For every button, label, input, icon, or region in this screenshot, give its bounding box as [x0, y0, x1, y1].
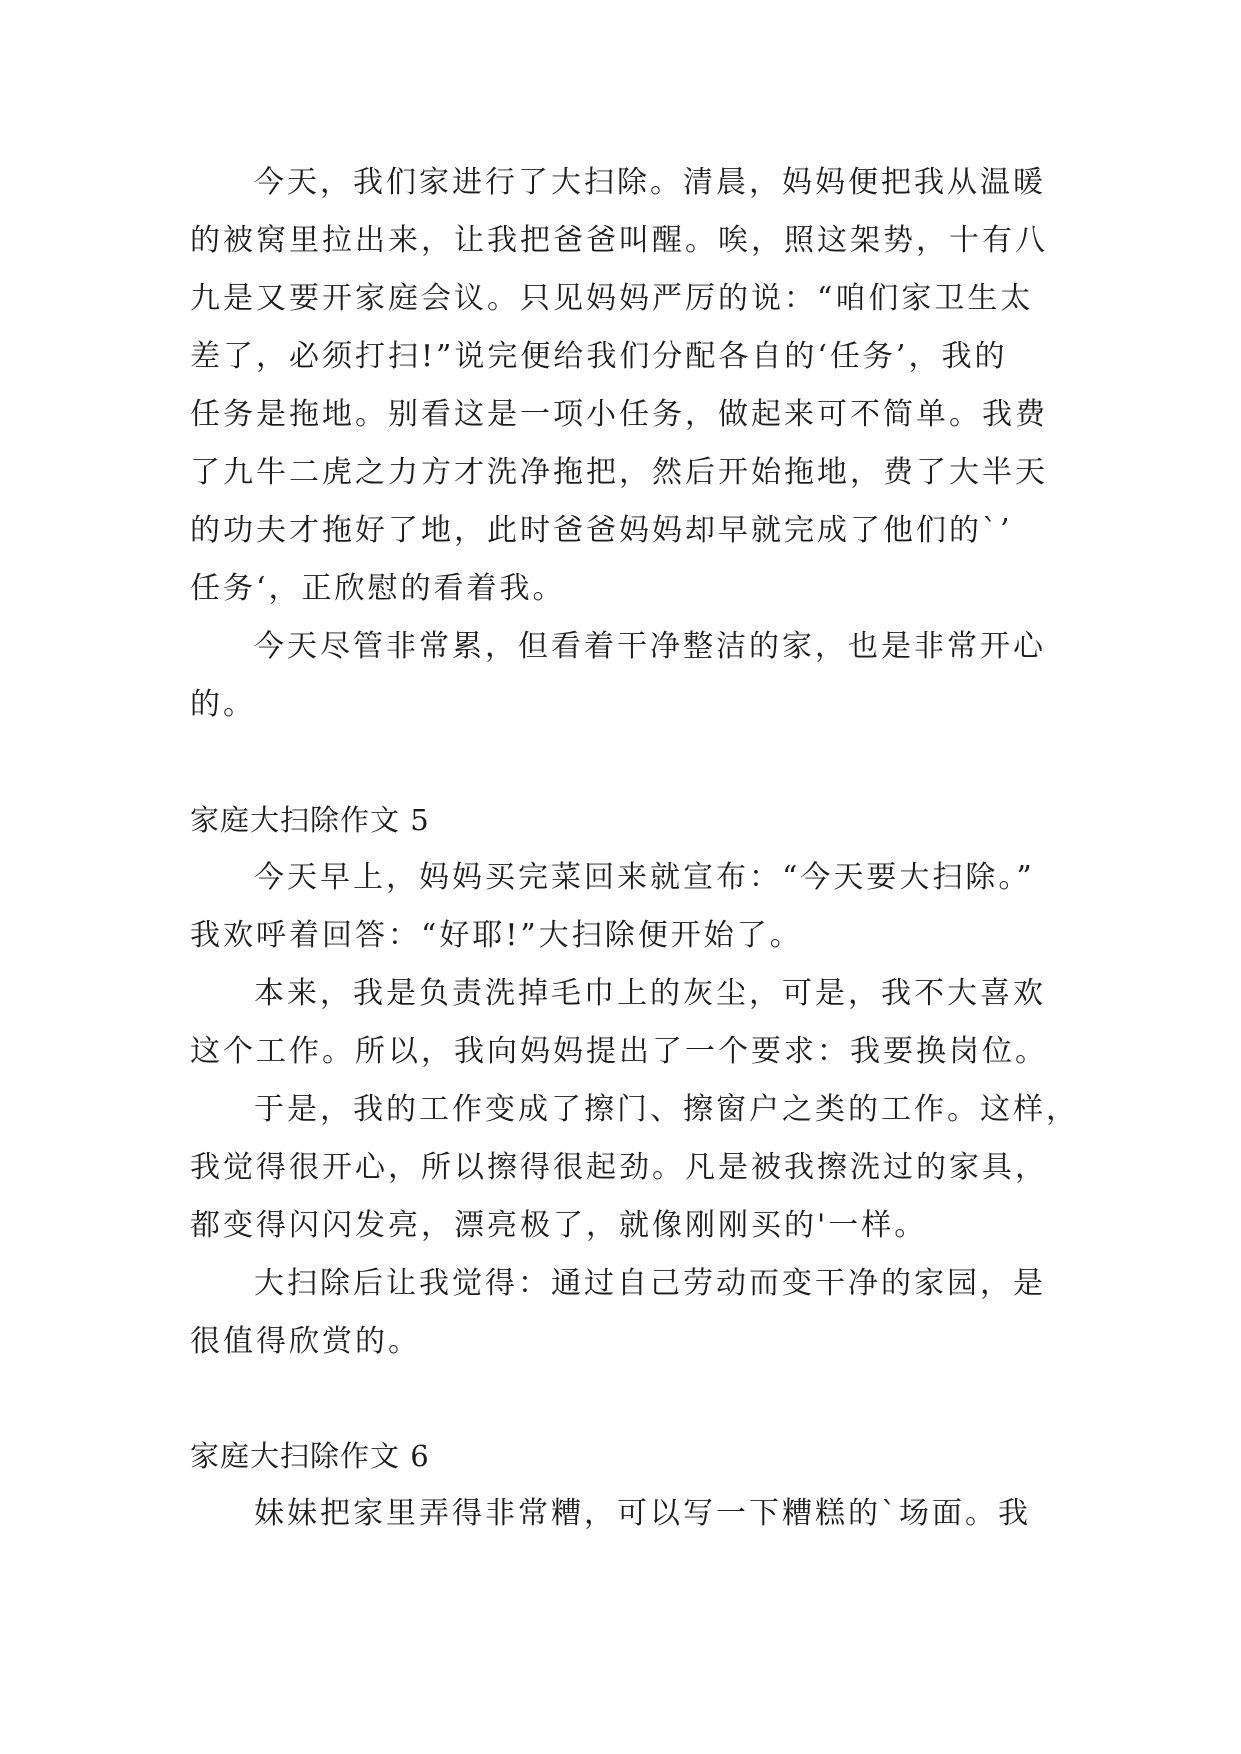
paragraph-line: 大扫除后让我觉得：通过自己劳动而变干净的家园，是	[254, 1266, 1046, 1301]
paragraph-line: 的。	[190, 687, 256, 722]
paragraph-line: 于是，我的工作变成了擦门、擦窗户之类的工作。这样，	[254, 1092, 1079, 1127]
paragraph-line: 这个工作。所以，我向妈妈提出了一个要求：我要换岗位。	[190, 1034, 1048, 1069]
section-heading: 家庭大扫除作文 5	[190, 803, 430, 837]
paragraph-line: 的被窝里拉出来，让我把爸爸叫醒。唉，照这架势，十有八	[190, 223, 1048, 258]
paragraph-line: 任务是拖地。别看这是一项小任务，做起来可不简单。我费	[190, 397, 1048, 432]
paragraph-line: 今天，我们家进行了大扫除。清晨，妈妈便把我从温暖	[254, 165, 1046, 200]
paragraph-line: 今天尽管非常累，但看着干净整洁的家，也是非常开心	[254, 629, 1046, 664]
paragraph-line: 都变得闪闪发亮，漂亮极了，就像刚刚买的'一样。	[190, 1208, 928, 1243]
paragraph-line: 差了，必须打扫!”说完便给我们分配各自的‘任务’，我的	[190, 339, 1008, 374]
paragraph-line: 了九牛二虎之力方才洗净拖把，然后开始拖地，费了大半天	[190, 455, 1048, 490]
paragraph-line: 我觉得很开心，所以擦得很起劲。凡是被我擦洗过的家具，	[190, 1150, 1048, 1185]
paragraph-line: 很值得欣赏的。	[190, 1324, 421, 1359]
paragraph-line: 妹妹把家里弄得非常糟，可以写一下糟糕的`场面。我	[254, 1496, 1031, 1531]
paragraph-line: 任务‘，正欣慰的看着我。	[190, 571, 566, 606]
paragraph-line: 的功夫才拖好了地，此时爸爸妈妈却早就完成了他们的`’	[190, 513, 1013, 548]
paragraph-line: 本来，我是负责洗掉毛巾上的灰尘，可是，我不大喜欢	[254, 976, 1046, 1011]
paragraph-line: 九是又要开家庭会议。只见妈妈严厉的说：“咱们家卫生太	[190, 281, 1034, 316]
paragraph-line: 今天早上，妈妈买完菜回来就宣布：“今天要大扫除。”	[254, 860, 1035, 895]
section-heading: 家庭大扫除作文 6	[190, 1439, 430, 1473]
paragraph-line: 我欢呼着回答：“好耶!”大扫除便开始了。	[190, 918, 803, 953]
